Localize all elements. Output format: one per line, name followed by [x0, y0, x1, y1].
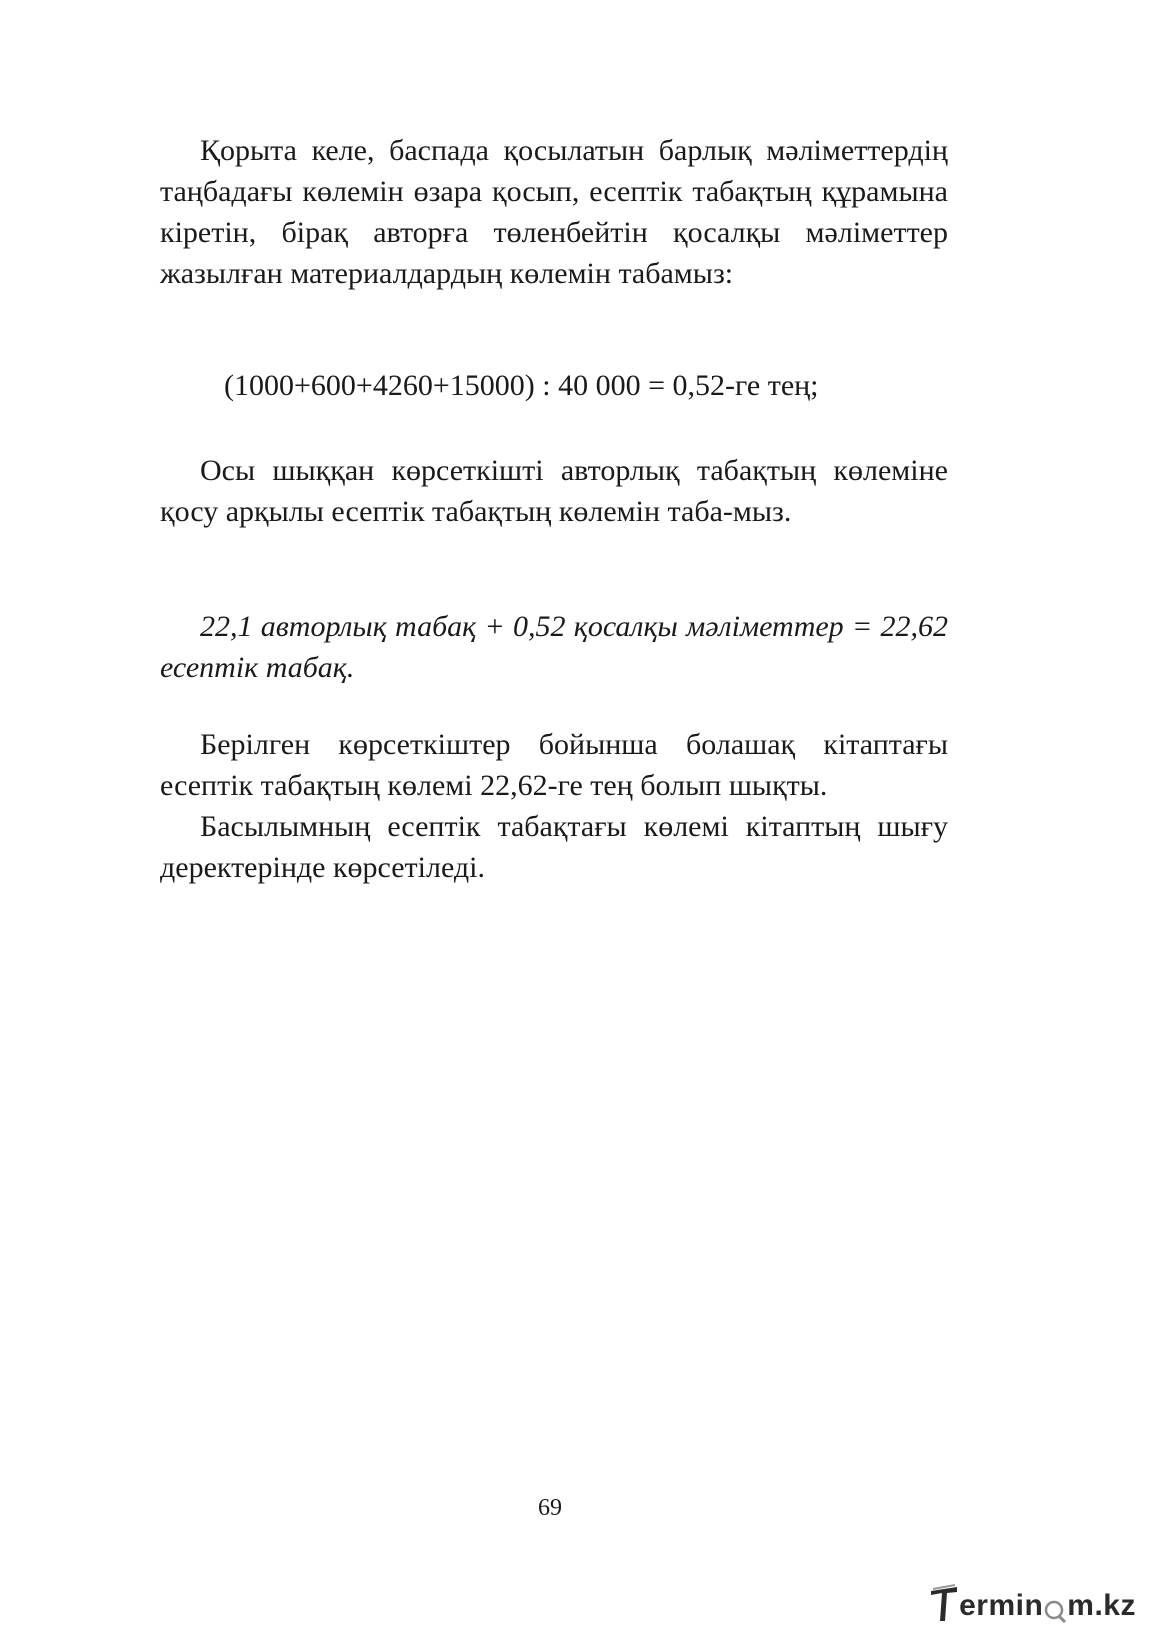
italic-equation: 22,1 авторлық табақ + 0,52 қосалқы мәліметтер = 22,62 есептік табақ. — [160, 610, 948, 684]
paragraph-1: Қорыта келе, баспада қосылатын барлық мәліметтердің таңбадағы көлемін өзара қосып, есептік табақтың құрамына кіретін, бірақ авторға төленбейтін қосалқы мәліметтер жазылған материалдардың көлемін табамыз: — [160, 134, 948, 290]
magnifier-icon — [1043, 1593, 1067, 1623]
watermark-text-2: m.kz — [1067, 1589, 1136, 1622]
watermark-t-logo-icon — [929, 1583, 959, 1623]
paragraph-2: Осы шыққан көрсеткішті авторлық табақтың көлеміне қосу арқылы есептік табақтың көлемін таба-мыз. — [160, 454, 948, 528]
text-block-middle — [160, 450, 948, 532]
site-watermark — [929, 1583, 1136, 1623]
text-block-top — [160, 130, 948, 294]
page-number: 69 — [538, 1495, 562, 1521]
text-block-equation — [160, 606, 948, 688]
text-block-bottom — [160, 724, 948, 888]
watermark-text-1: ermin — [959, 1589, 1044, 1622]
paragraph-4: Басылымның есептік табақтағы көлемі кітаптың шығу деректерінде көрсетіледі. — [160, 810, 948, 884]
paragraph-3: Берілген көрсеткіштер бойынша болашақ кітаптағы есептік табақтың көлемі 22,62-ге тең болып шықты. — [160, 728, 948, 802]
formula-line: (1000+600+4260+15000) : 40 000 = 0,52-ге тең; — [224, 369, 819, 402]
